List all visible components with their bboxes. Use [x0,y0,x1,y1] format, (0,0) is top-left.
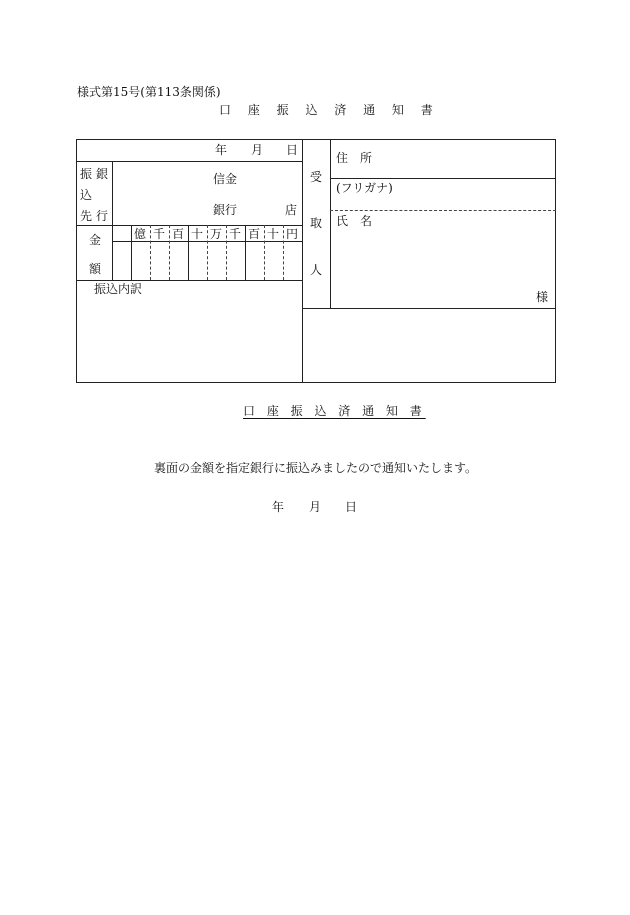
footer-date-year: 年 [272,500,285,514]
digit-col-dash [264,225,265,280]
digit-oku: 億 [134,227,147,241]
bank-label-komi: 込 [80,188,93,202]
bank-label-gin: 銀 [96,167,109,181]
digit-hyaku-man: 百 [172,227,185,241]
name-label: 氏 名 [336,214,373,228]
label-column-divider [112,161,113,280]
date-row-divider [76,161,303,162]
amount-label-gaku: 額 [89,262,102,276]
digit-man: 万 [210,227,223,241]
date-day-label: 日 [286,143,299,157]
furigana-label: (フリガナ) [336,181,393,195]
furigana-dashed-divider [330,210,556,211]
bank-label-furi: 振 [80,167,93,181]
recipient-label-tori: 取 [310,216,323,230]
digit-juu: 十 [267,227,280,241]
recipient-bottom-divider [302,308,556,309]
footer-date-month: 月 [309,500,322,514]
notice-text: 裏面の金額を指定銀行に振込みましたので通知いたします。 [154,461,478,475]
recipient-label-nin: 人 [310,263,323,277]
bank-label-saki: 先 [80,209,93,223]
digit-en: 円 [286,227,299,241]
bank-row-divider [76,225,303,226]
form-number: 様式第15号(第113条関係) [77,85,221,99]
document-title: 口 座 振 込 済 通 知 書 [219,103,440,117]
digit-hyaku: 百 [248,227,261,241]
breakdown-label: 振込内訳 [94,282,143,296]
digit-sen: 千 [229,227,242,241]
recipient-label-divider [330,139,331,308]
digit-col-dash [226,225,227,280]
date-month-label: 月 [251,143,264,157]
digit-col-dash [150,225,151,280]
footer-date-day: 日 [345,500,358,514]
main-vertical-divider [302,139,303,383]
digit-juu-man: 十 [191,227,204,241]
shinkin-label: 信金 [213,172,238,186]
digit-col-line [188,225,189,280]
digit-col-dash [169,225,170,280]
honorific-sama: 様 [536,290,549,304]
recipient-label-u: 受 [310,170,323,184]
digit-col-dash [207,225,208,280]
amount-label-kin: 金 [89,233,102,247]
digit-col-line [245,225,246,280]
date-year-label: 年 [215,143,228,157]
digit-sen-man: 千 [153,227,166,241]
section-title: 口 座 振 込 済 通 知 書 [243,404,426,418]
digit-col-line [131,225,132,280]
bank-label-kou: 行 [96,209,109,223]
digit-col-dash [283,225,284,280]
amount-row-divider [76,280,303,281]
ginko-label: 銀行 [213,203,238,217]
branch-label: 店 [285,203,298,217]
address-row-divider [330,178,556,179]
address-label: 住 所 [336,151,373,165]
